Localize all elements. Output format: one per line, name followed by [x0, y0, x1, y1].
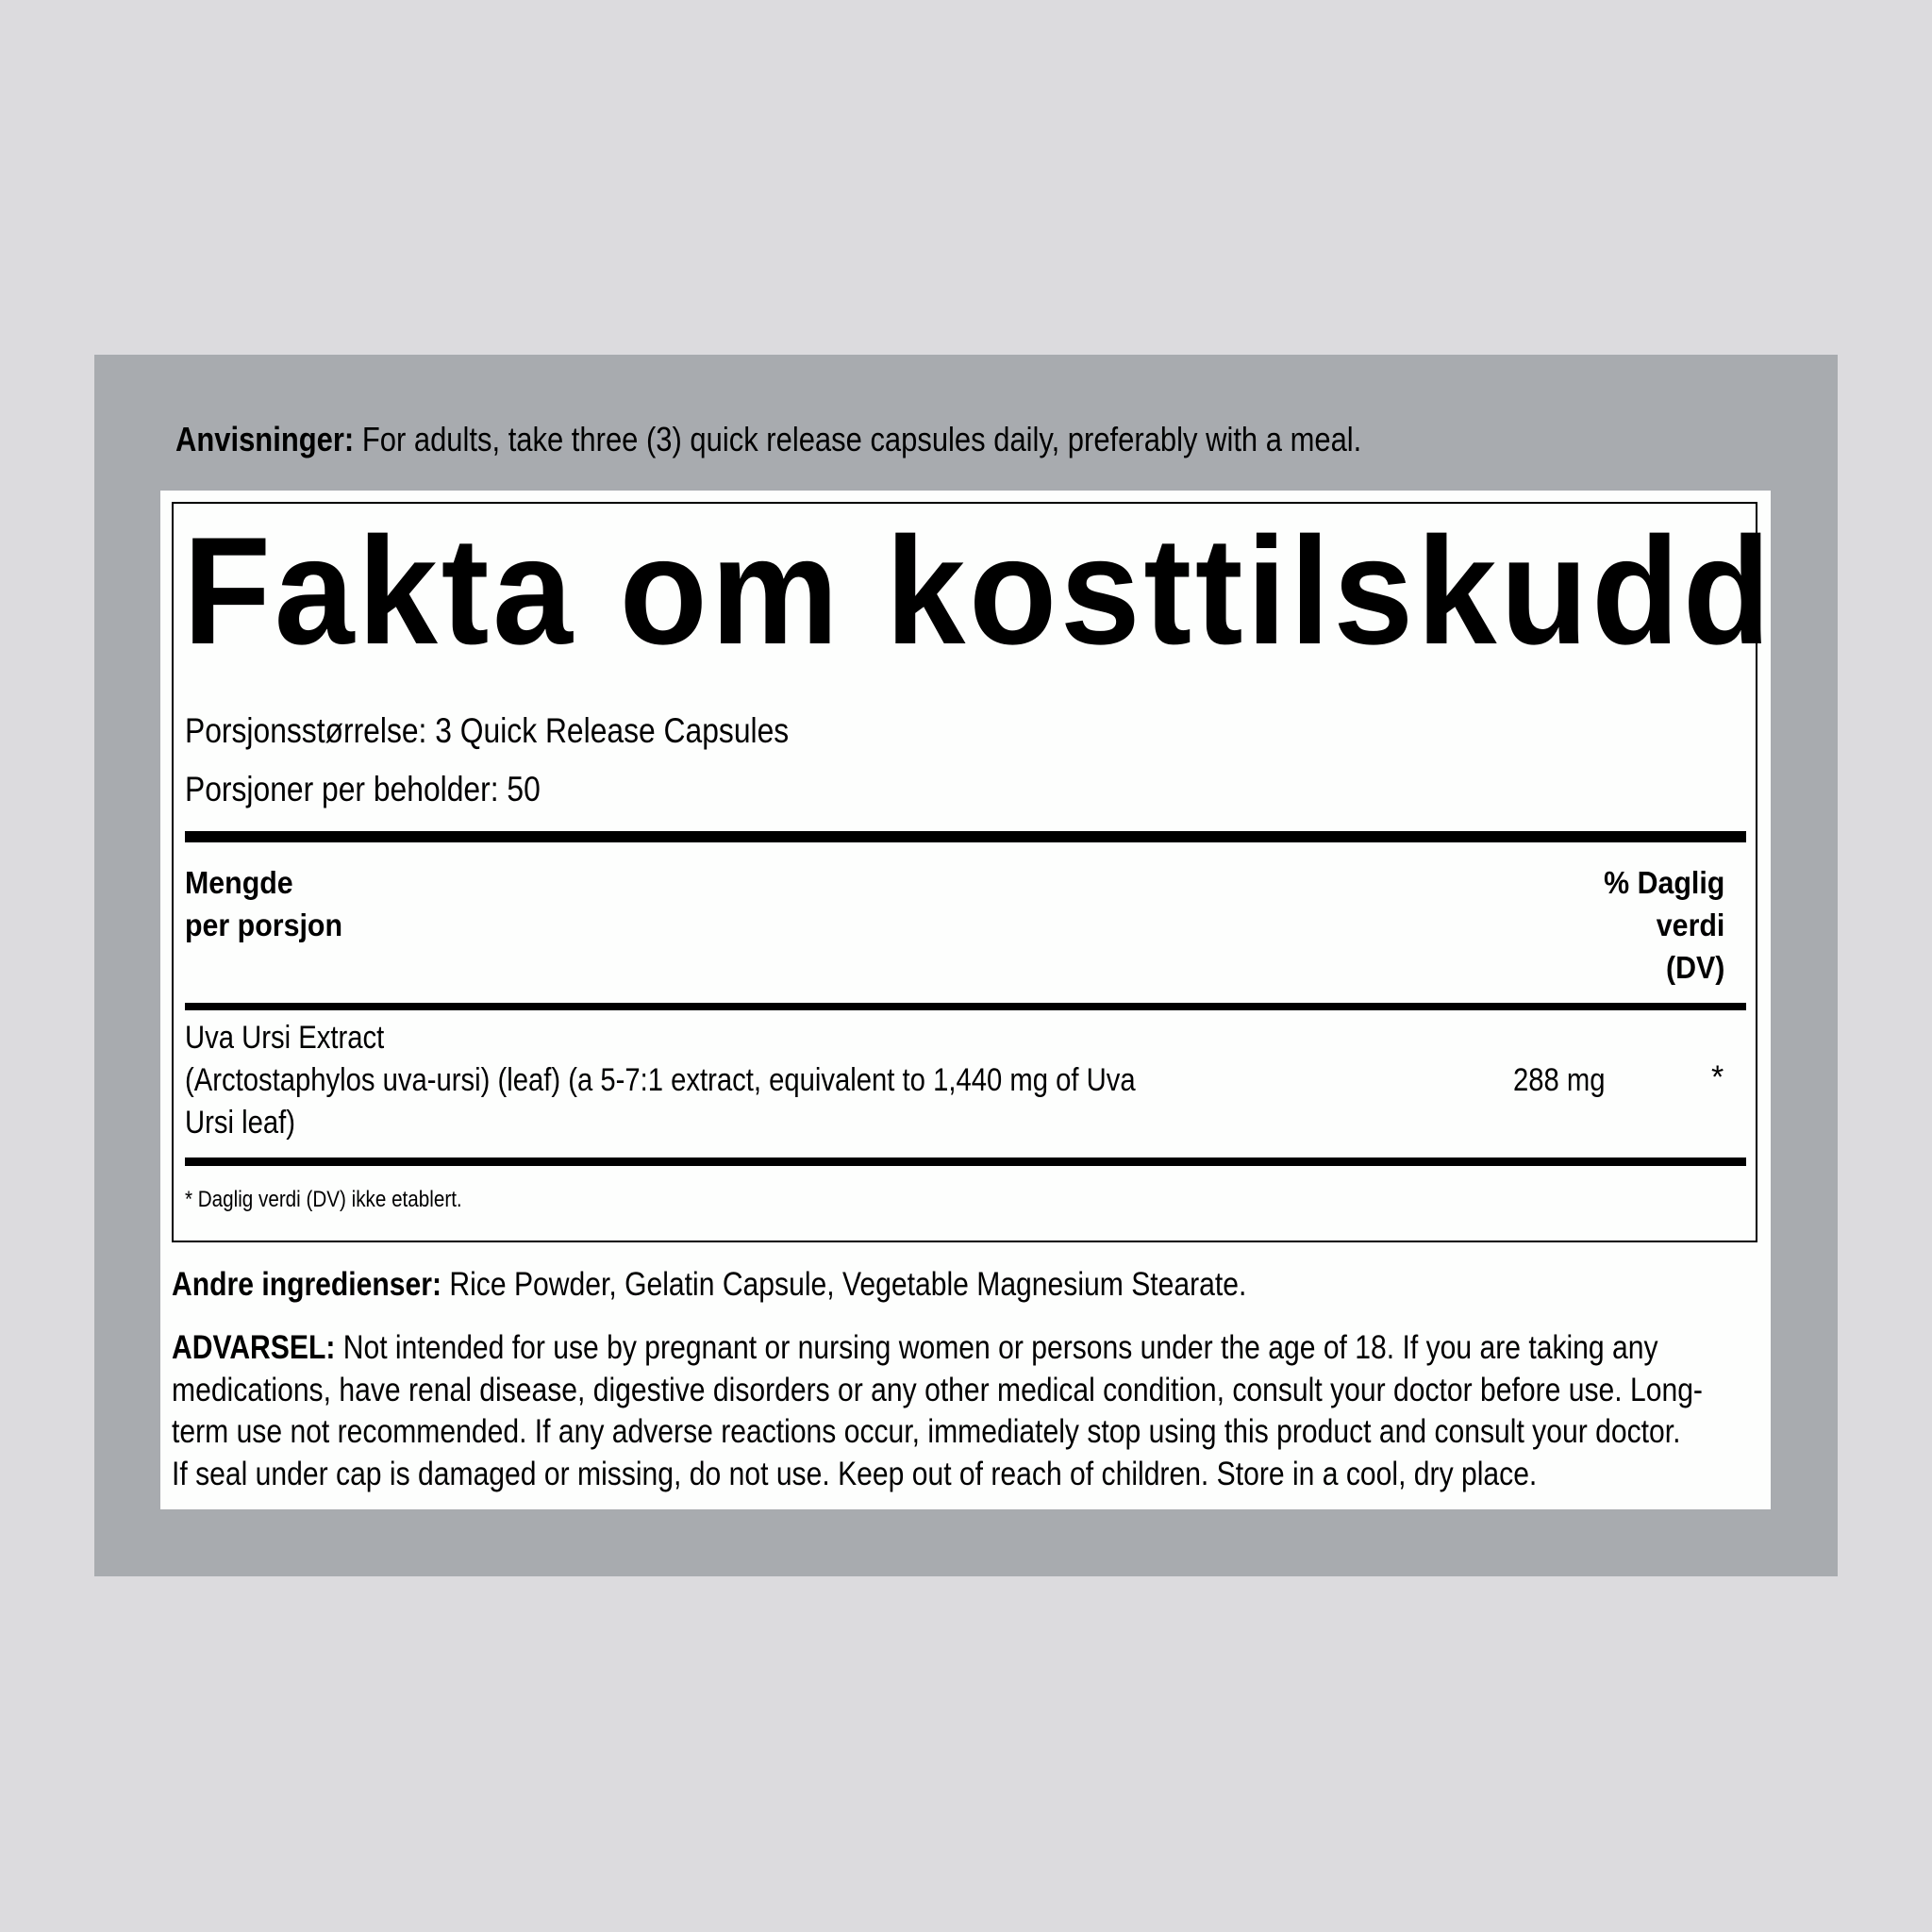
ingredient-line: Uva Ursi Extract [185, 1020, 385, 1056]
header-right-line: % Daglig [1603, 865, 1724, 900]
warning-line: term use not recommended. If any adverse reactions occur, immediately stop using this product and consult your doctor. [172, 1413, 1681, 1450]
servings-per-container: Porsjoner per beholder: 50 [185, 770, 541, 808]
ingredient-dv: * [1711, 1059, 1724, 1095]
ingredient-amount: 288 mg [1513, 1062, 1606, 1098]
header-left-line: per porsjon [185, 908, 343, 942]
warning-line: medications, have renal disease, digestive disorders or any other medical condition, consult your doctor before use. Long- [172, 1371, 1703, 1408]
other-ingredients [172, 1261, 1246, 1308]
warning-line [172, 1327, 1774, 1370]
thick-rule-top [185, 831, 1746, 842]
ingredient-line: (Arctostaphylos uva-ursi) (leaf) (a 5-7:1 extract, equivalent to 1,440 mg of Uva [185, 1062, 1136, 1098]
other-ingredients-label: Andre ingredienser: [172, 1266, 442, 1303]
amount-per-serving-header [185, 861, 342, 946]
medium-rule [185, 1003, 1746, 1010]
warning [172, 1327, 1774, 1495]
header-right-line: (DV) [1665, 950, 1724, 985]
warning-label: ADVARSEL: [172, 1329, 336, 1366]
directions [175, 415, 1571, 464]
warning-text: Not intended for use by pregnant or nursing women or persons under the age of 18. If you are taking any [335, 1329, 1658, 1366]
serving-size: Porsjonsstørrelse: 3 Quick Release Capsules [185, 711, 790, 750]
directions-text: For adults, take three (3) quick release capsules daily, preferably with a meal. [354, 420, 1362, 458]
daily-value-header [1604, 861, 1724, 989]
other-ingredients-text: Rice Powder, Gelatin Capsule, Vegetable Magnesium Stearate. [441, 1266, 1247, 1303]
thick-rule-bottom [185, 1158, 1746, 1166]
ingredient-line: Ursi leaf) [185, 1105, 295, 1141]
directions-label: Anvisninger: [175, 420, 355, 458]
facts-title: Fakta om kosttilskudd [183, 506, 1774, 676]
ingredient-name [185, 1017, 1136, 1144]
header-left-line: Mengde [185, 865, 293, 900]
warning-line: If seal under cap is damaged or missing, do not use. Keep out of reach of children. Store in a cool, dry place. [172, 1455, 1538, 1492]
dv-footnote: * Daglig verdi (DV) ikke etablert. [185, 1187, 462, 1212]
header-right-line: verdi [1656, 908, 1724, 942]
